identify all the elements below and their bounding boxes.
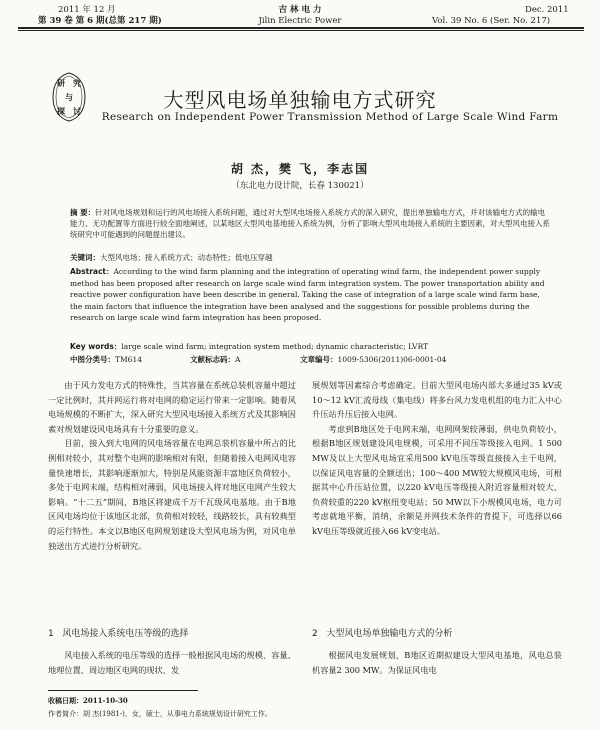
section-2-text xyxy=(312,648,562,677)
header-rule xyxy=(18,27,584,29)
abstract-en-label: Abstract： xyxy=(70,267,114,276)
badge-char-3: 与 xyxy=(65,92,73,102)
header-date-en: Dec. 2011 xyxy=(525,5,569,15)
abstract-en xyxy=(70,266,550,324)
section-1-title: 风电场接入系统电压等级的选择 xyxy=(62,629,189,639)
abstract-cn-text: 针对风电场规划和运行的风电场接入系统问题，通过对大型风电场接入系统方式的深入研究，提出单独输电方式，并对该输电方式的输电能力、无功配置等方面进行较全面地阐述，以某地区大型风电基地接入系统为例，分析了影响大型风电场接入系统的主要因素，对大型风电接入系统研究中可能遇到的问题提出建议。 xyxy=(70,208,550,239)
body-right-paragraph-2: 考虑到B地区处于电网末端，电网网架较薄弱，供电负荷较小，根据B地区规划建设风电规模，可采用不同压等级接入电网。1 500 MW及以上大型风电场宜采用500 kV电压等级直接接入主干电网，以保证风电容量的全额送出；100～400 MW较大规模风电场，可根据其中心升压站位置，以220 kV电压等级接入附近容量相对较大、负荷较重的220 kV枢纽变电站；50 MW以下小规模风电场，电力可考虑就地平衡，消纳，余额是并网技术条件的背提下，可选择以66 kV电压等级就近接入66 kV变电站。 xyxy=(312,423,562,536)
header-date-cn: 2011 年 12 月 xyxy=(58,5,116,15)
section-2-number: 2 xyxy=(312,629,318,639)
section-1-text xyxy=(48,648,296,677)
keywords-cn-text: 大型风电场；接入系统方式；动态特性；低电压穿越 xyxy=(100,253,273,262)
footnote-received: 收稿日期：2011-10-30 xyxy=(48,696,128,705)
header-journal-cn: 吉 林 电 力 xyxy=(278,5,322,15)
header-issue-cn: 第 39 卷 第 6 期(总第 217 期) xyxy=(38,16,162,26)
section-1-paragraph: 风电接入系统的电压等级的选择一般根据风电场的规模、容量、地理位置、周边地区电网的现状、发 xyxy=(48,650,296,675)
badge-char-1: 研 xyxy=(57,78,65,88)
authors: 胡 杰，樊 飞，李志国 xyxy=(230,162,370,176)
keywords-en-text: large scale wind farm; integration system method; dynamic characteristic; LVRT xyxy=(121,342,429,351)
clc-label: 中图分类号： xyxy=(70,355,115,364)
badge-char-2: 究 xyxy=(73,78,81,88)
doc-label: 文献标志码： xyxy=(190,355,235,364)
header-rule-thin xyxy=(18,30,584,31)
abstract-cn xyxy=(70,207,550,240)
keywords-en xyxy=(70,341,550,352)
body-right-paragraph-1: 展规划等因素综合考虑确定。目前大型风电场内部大多通过35 kV或10～12 kV汇流母线（集电线）将多台风力发电机组的电力汇入中心升压站升压后接入电网。 xyxy=(312,380,562,420)
header-issue-en: Vol. 39 No. 6 (Ser. No. 217) xyxy=(432,16,551,26)
body-left-paragraph-2: 目前，接入到大电网的风电场容量在电网总装机容量中所占的比例相对较小，其对整个电网的影响相对有限，但随着接入电网风电容量快速增长，其影响逐渐加大，特别是风能资源丰富地区负荷较小，多处于电网末端，结构相对薄弱，风电场接入将对地区电网产生较大影响。“十二五”期间，B地区将建成千万千瓦级风电基地。由于B地区风电场均位于该地区北部，负荷相对较轻，线路较长，具有较典型的运行特性。本文以B地区电网规划建设大型风电场为例，对风电单独送出方式进行分析研究。 xyxy=(48,438,296,551)
clc-number xyxy=(70,354,142,365)
title-en: Research on Independent Power Transmission Method of Large Scale Wind Farm xyxy=(101,111,559,123)
body-left-column xyxy=(48,378,296,553)
section-2-title: 大型风电场单独输电方式的分析 xyxy=(326,629,453,639)
doc-code xyxy=(190,354,240,365)
body-right-column xyxy=(312,378,562,539)
section-1-number: 1 xyxy=(48,629,54,639)
doc-value: A xyxy=(235,355,241,364)
keywords-cn-label: 关键词： xyxy=(70,253,100,262)
badge-char-5: 讨 xyxy=(73,106,81,116)
clc-value: TM614 xyxy=(115,355,142,364)
header-journal-en: Jilin Electric Power xyxy=(258,16,342,26)
footnote-rule xyxy=(48,690,198,691)
badge-char-4: 探 xyxy=(57,106,65,116)
article-label: 文章编号： xyxy=(300,355,338,364)
section-2-heading xyxy=(312,626,452,639)
article-number xyxy=(300,354,446,365)
title-cn: 大型风电场单独输电方式研究 xyxy=(163,88,437,112)
section-1-heading xyxy=(48,626,188,639)
abstract-en-text: According to the wind farm planning and the integration of operating wind farm, the independent power supply method has been proposed after research on large scale wind farm integration system. The power transportation ability and reactive power configuration have been describe in general. Taking the case of integration of a large scale wind farm base, the main factors that influence the integration have been analysed and the suggestions for possible problems during the research on large scale wind farm integration has been proposed. xyxy=(70,267,545,322)
keywords-cn xyxy=(70,252,550,263)
article-value: 1009-5306(2011)06-0001-04 xyxy=(337,355,447,364)
keywords-en-label: Key words： xyxy=(70,342,122,351)
footnote-author-bio: 作者简介：胡 杰(1981-)，女，硕士，从事电力系统规划设计研究工作。 xyxy=(48,710,272,718)
body-left-paragraph-1: 由于风力发电方式的特殊性，当其容量在系统总装机容量中超过一定比例时，其并网运行将对电网的稳定运行带来一定影响。随着风电场规模的不断扩大，深入研究大型风电场接入系统方式及其影响因素对规划建设风电场具有十分重要的意义。 xyxy=(48,380,296,434)
abstract-cn-label: 摘 要： xyxy=(70,208,96,217)
section-2-paragraph: 根据风电发展规划，B地区近期拟建设大型风电基地，风电总装机容量2 300 MW。为保证风电电 xyxy=(312,650,562,675)
affiliation: （东北电力设计院，长春 130021） xyxy=(231,181,369,191)
